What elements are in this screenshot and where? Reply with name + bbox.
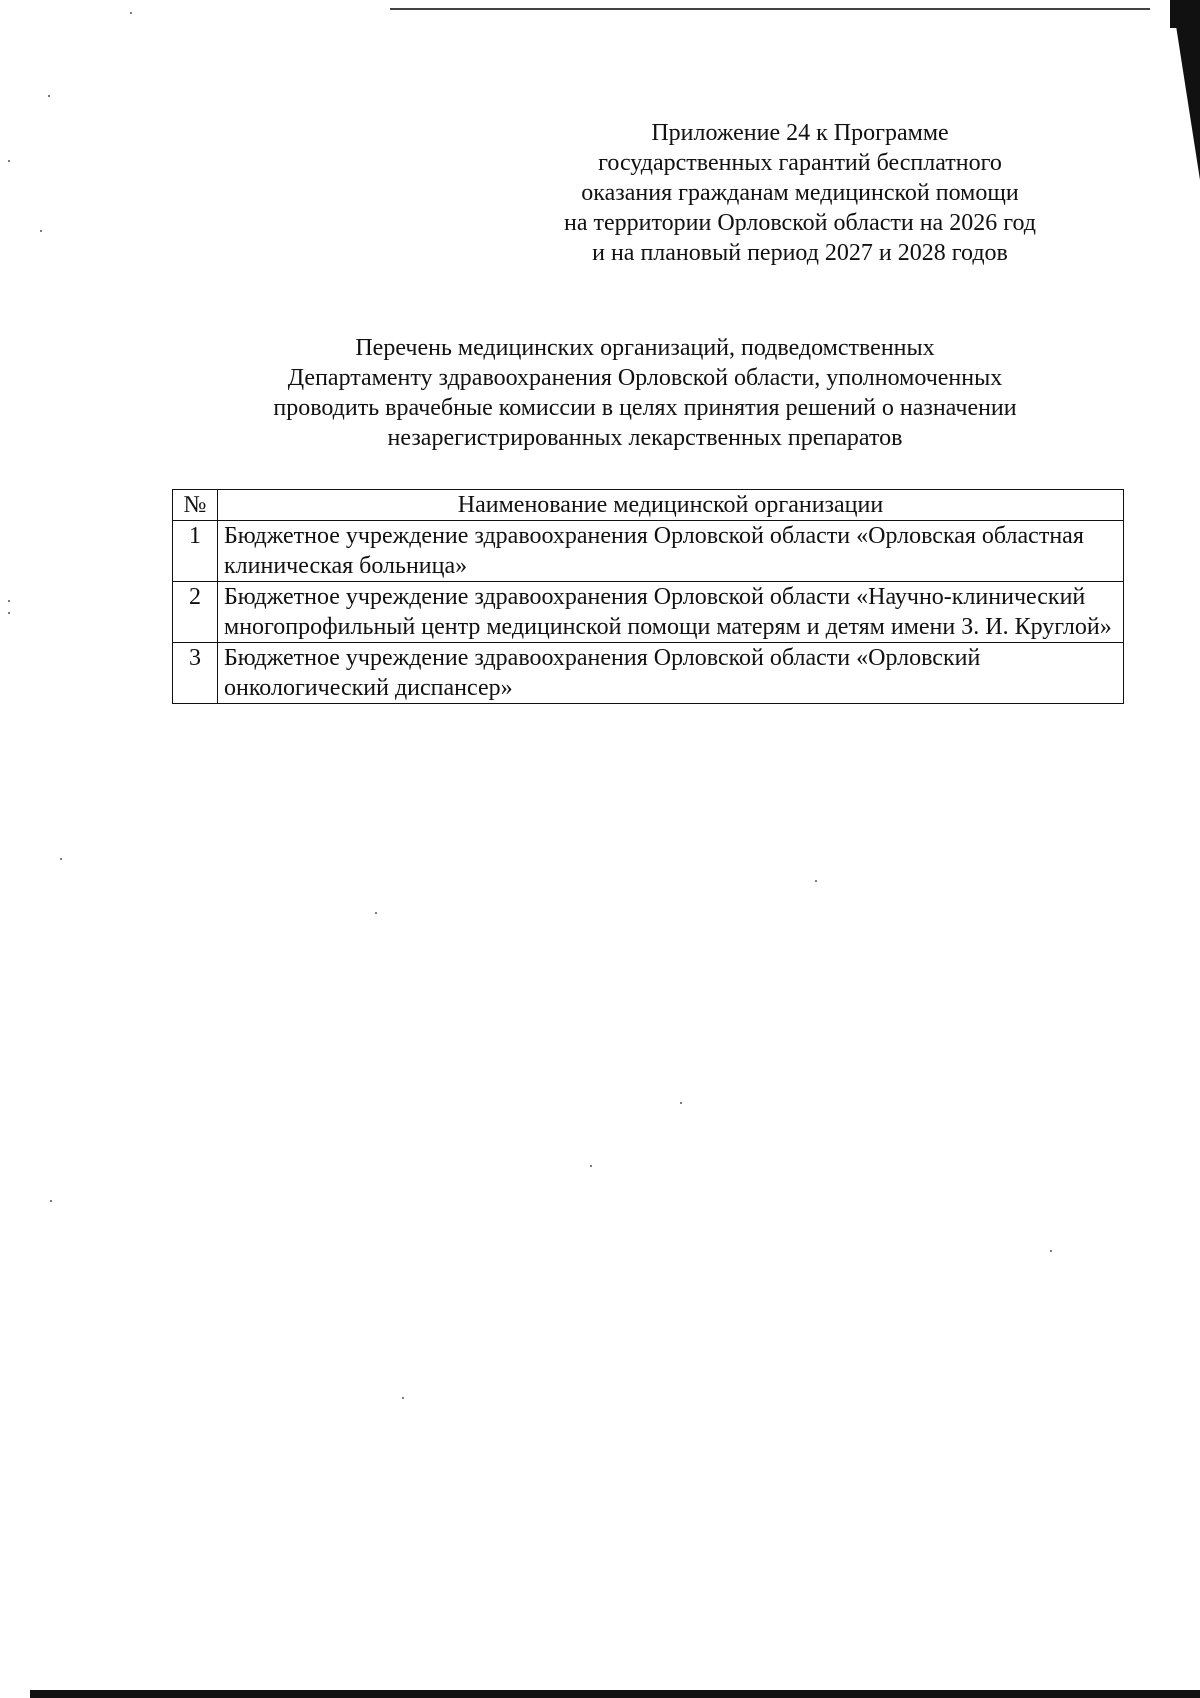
appendix-line: и на плановый период 2027 и 2028 годов: [592, 240, 1008, 266]
scan-speck: [590, 1165, 592, 1167]
organizations-table: [172, 489, 1124, 704]
scan-edge-top: [390, 8, 1150, 10]
column-header-number: №: [173, 490, 218, 521]
scan-speck: [815, 880, 817, 882]
scan-speck: [130, 12, 132, 14]
column-header-name: Наименование медицинской организации: [218, 490, 1124, 521]
organization-name: Бюджетное учреждение здравоохранения Орловской области «Научно-клинический многопрофильный центр медицинской помощи матерям и детям имени З. И. Круглой»: [218, 582, 1124, 643]
scan-speck: [402, 1397, 404, 1399]
title-line: Перечень медицинских организаций, подведомственных: [355, 335, 935, 361]
row-number: 3: [173, 643, 218, 704]
scan-edge-bottom: [30, 1690, 1200, 1698]
scan-speck: [50, 1200, 52, 1202]
document-title: [170, 333, 1120, 453]
scan-speck: [8, 160, 10, 162]
table-row: [173, 582, 1124, 643]
scan-speck: [375, 912, 377, 914]
scan-speck: [48, 95, 50, 97]
scan-speck: [680, 1102, 682, 1104]
table-row: [173, 643, 1124, 704]
scan-speck: [40, 230, 42, 232]
table-row: [173, 521, 1124, 582]
table-header-row: [173, 490, 1124, 521]
title-line: Департаменту здравоохранения Орловской области, уполномоченных: [287, 365, 1003, 391]
organization-name: Бюджетное учреждение здравоохранения Орловской области «Орловский онкологический диспансер»: [218, 643, 1124, 704]
appendix-reference: [520, 118, 1080, 268]
appendix-line: государственных гарантий бесплатного: [598, 150, 1002, 176]
title-line: незарегистрированных лекарственных препаратов: [387, 425, 903, 451]
scan-speck: [8, 600, 10, 602]
title-line: проводить врачебные комиссии в целях принятия решений о назначении: [273, 395, 1017, 421]
row-number: 2: [173, 582, 218, 643]
scan-speck: [60, 858, 62, 860]
scan-edge-right: [1172, 0, 1200, 180]
appendix-line: оказания гражданам медицинской помощи: [581, 180, 1019, 206]
appendix-line: на территории Орловской области на 2026 год: [564, 210, 1036, 236]
scan-speck: [1050, 1250, 1052, 1252]
row-number: 1: [173, 521, 218, 582]
scan-speck: [8, 612, 10, 614]
organization-name: Бюджетное учреждение здравоохранения Орловской области «Орловская областная клиническая больница»: [218, 521, 1124, 582]
appendix-line: Приложение 24 к Программе: [651, 120, 949, 146]
